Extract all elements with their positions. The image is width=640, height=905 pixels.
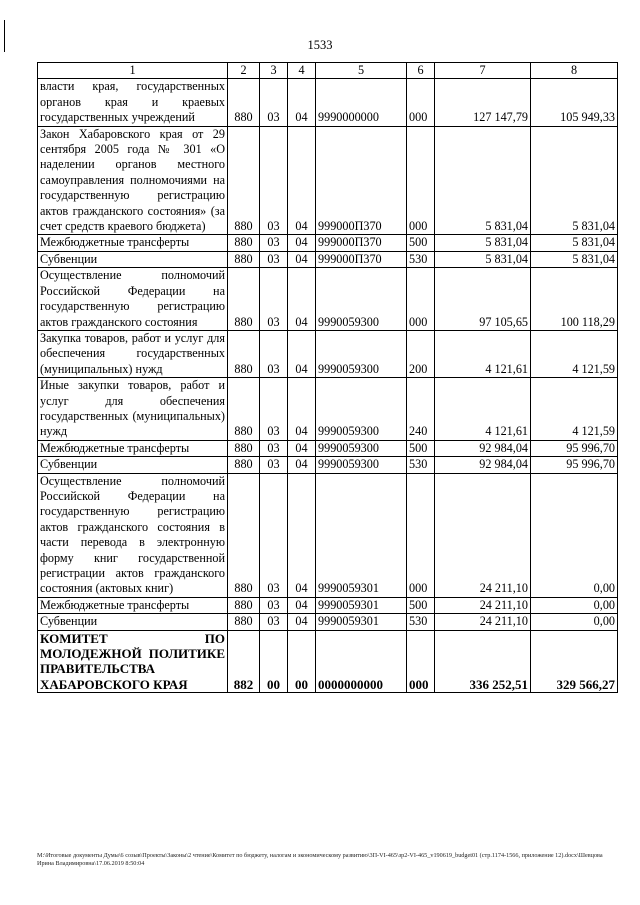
ministry-code-cell: 880: [228, 614, 260, 630]
table-row: [38, 614, 618, 630]
amount-year2-cell: 0,00: [531, 597, 618, 613]
section-code-cell: 03: [260, 79, 288, 126]
target-article-cell: 9990059300: [316, 457, 407, 473]
amount-year1-cell: 24 211,10: [435, 614, 531, 630]
section-code-cell: 03: [260, 473, 288, 597]
table-header-row: [38, 63, 618, 79]
expense-type-cell: 000: [407, 79, 435, 126]
amount-year2-cell: 4 121,59: [531, 330, 618, 377]
subsection-code-cell: 00: [288, 630, 316, 693]
column-header: 6: [407, 63, 435, 79]
amount-year2-cell: 100 118,29: [531, 268, 618, 331]
target-article-cell: 9990059301: [316, 597, 407, 613]
section-code-cell: 00: [260, 630, 288, 693]
table-row: [38, 630, 618, 693]
ministry-code-cell: 880: [228, 126, 260, 235]
target-article-cell: 999000П370: [316, 126, 407, 235]
section-code-cell: 03: [260, 597, 288, 613]
section-code-cell: 03: [260, 268, 288, 331]
section-code-cell: 03: [260, 440, 288, 456]
row-name-cell: Субвенции: [38, 457, 228, 473]
amount-year1-cell: 336 252,51: [435, 630, 531, 693]
column-header: 5: [316, 63, 407, 79]
row-name-cell: Осуществление полномочий Российской Федерации на государственную регистрацию актов гражданского состояния в части перевода в электронную форму книг государственной регистрации актов гражданского состояния (актовых книг): [38, 473, 228, 597]
ministry-code-cell: 880: [228, 251, 260, 267]
amount-year1-cell: 97 105,65: [435, 268, 531, 331]
row-name-cell: Субвенции: [38, 614, 228, 630]
table-row: [38, 126, 618, 235]
ministry-code-cell: 880: [228, 235, 260, 251]
row-name-cell: Межбюджетные трансферты: [38, 235, 228, 251]
ministry-code-cell: 880: [228, 79, 260, 126]
amount-year2-cell: 4 121,59: [531, 378, 618, 441]
subsection-code-cell: 04: [288, 268, 316, 331]
ministry-code-cell: 880: [228, 457, 260, 473]
table-row: [38, 378, 618, 441]
column-header: 7: [435, 63, 531, 79]
table-row: [38, 79, 618, 126]
amount-year1-cell: 4 121,61: [435, 330, 531, 377]
section-code-cell: 03: [260, 378, 288, 441]
expense-type-cell: 500: [407, 235, 435, 251]
target-article-cell: 999000П370: [316, 235, 407, 251]
subsection-code-cell: 04: [288, 235, 316, 251]
subsection-code-cell: 04: [288, 614, 316, 630]
amount-year2-cell: 0,00: [531, 473, 618, 597]
row-name-cell: Субвенции: [38, 251, 228, 267]
subsection-code-cell: 04: [288, 457, 316, 473]
row-name-cell: Межбюджетные трансферты: [38, 597, 228, 613]
amount-year2-cell: 5 831,04: [531, 235, 618, 251]
amount-year1-cell: 24 211,10: [435, 597, 531, 613]
row-name-cell: Иные закупки товаров, работ и услуг для обеспечения государственных (муниципальных) нужд: [38, 378, 228, 441]
table-row: [38, 251, 618, 267]
amount-year2-cell: 329 566,27: [531, 630, 618, 693]
target-article-cell: 0000000000: [316, 630, 407, 693]
table-row: [38, 597, 618, 613]
table-row: [38, 440, 618, 456]
column-header: 1: [38, 63, 228, 79]
amount-year2-cell: 5 831,04: [531, 126, 618, 235]
target-article-cell: 999000П370: [316, 251, 407, 267]
row-name-cell: Закупка товаров, работ и услуг для обеспечения государственных (муниципальных) нужд: [38, 330, 228, 377]
ministry-code-cell: 882: [228, 630, 260, 693]
column-header: 4: [288, 63, 316, 79]
table-row: [38, 268, 618, 331]
amount-year1-cell: 5 831,04: [435, 126, 531, 235]
ministry-code-cell: 880: [228, 268, 260, 331]
expense-type-cell: 000: [407, 473, 435, 597]
expense-type-cell: 530: [407, 457, 435, 473]
ministry-code-cell: 880: [228, 378, 260, 441]
expense-type-cell: 000: [407, 268, 435, 331]
section-code-cell: 03: [260, 126, 288, 235]
amount-year2-cell: 5 831,04: [531, 251, 618, 267]
subsection-code-cell: 04: [288, 126, 316, 235]
amount-year2-cell: 0,00: [531, 614, 618, 630]
row-name-cell: КОМИТЕТ ПО МОЛОДЕЖНОЙ ПОЛИТИКЕ ПРАВИТЕЛЬСТВА ХАБАРОВСКОГО КРАЯ: [38, 630, 228, 693]
target-article-cell: 9990059300: [316, 378, 407, 441]
subsection-code-cell: 04: [288, 251, 316, 267]
amount-year1-cell: 127 147,79: [435, 79, 531, 126]
subsection-code-cell: 04: [288, 378, 316, 441]
ministry-code-cell: 880: [228, 473, 260, 597]
table-row: [38, 457, 618, 473]
column-header: 8: [531, 63, 618, 79]
budget-table: [37, 62, 618, 693]
section-code-cell: 03: [260, 457, 288, 473]
amount-year1-cell: 5 831,04: [435, 251, 531, 267]
subsection-code-cell: 04: [288, 473, 316, 597]
target-article-cell: 9990000000: [316, 79, 407, 126]
subsection-code-cell: 04: [288, 440, 316, 456]
target-article-cell: 9990059301: [316, 473, 407, 597]
column-header: 2: [228, 63, 260, 79]
row-name-cell: власти края, государственных органов края и краевых государственных учреждений: [38, 79, 228, 126]
target-article-cell: 9990059300: [316, 268, 407, 331]
expense-type-cell: 530: [407, 251, 435, 267]
amount-year2-cell: 105 949,33: [531, 79, 618, 126]
amount-year1-cell: 4 121,61: [435, 378, 531, 441]
expense-type-cell: 000: [407, 630, 435, 693]
amount-year1-cell: 92 984,04: [435, 440, 531, 456]
expense-type-cell: 500: [407, 440, 435, 456]
target-article-cell: 9990059300: [316, 330, 407, 377]
row-name-cell: Межбюджетные трансферты: [38, 440, 228, 456]
target-article-cell: 9990059301: [316, 614, 407, 630]
expense-type-cell: 200: [407, 330, 435, 377]
page-number: 1533: [307, 38, 333, 52]
row-name-cell: Осуществление полномочий Российской Федерации на государственную регистрацию актов гражданского состояния: [38, 268, 228, 331]
amount-year1-cell: 5 831,04: [435, 235, 531, 251]
section-code-cell: 03: [260, 614, 288, 630]
ministry-code-cell: 880: [228, 440, 260, 456]
row-name-cell: Закон Хабаровского края от 29 сентября 2005 года № 301 «О наделении органов местного самоуправления полномочиями на государственную регистрацию актов гражданского состояния» (за счет средств краевого бюджета): [38, 126, 228, 235]
subsection-code-cell: 04: [288, 597, 316, 613]
amount-year1-cell: 92 984,04: [435, 457, 531, 473]
document-path-footer: M:\Итоговые документы Думы\6 созыв\Проекты\Законы\2 чтение\Комитет по бюджету, налогам и экономическому развитию\3П-VI-465\зр2-VI-465_v190619_budget01 (стр.1174-1566, приложение 12).docx\Шевцова Ирина Владимировна\17.06.2019 8:50:04: [37, 852, 603, 867]
expense-type-cell: 000: [407, 126, 435, 235]
amount-year2-cell: 95 996,70: [531, 440, 618, 456]
expense-type-cell: 240: [407, 378, 435, 441]
section-code-cell: 03: [260, 235, 288, 251]
section-code-cell: 03: [260, 330, 288, 377]
column-header: 3: [260, 63, 288, 79]
subsection-code-cell: 04: [288, 79, 316, 126]
target-article-cell: 9990059300: [316, 440, 407, 456]
ministry-code-cell: 880: [228, 330, 260, 377]
amount-year2-cell: 95 996,70: [531, 457, 618, 473]
expense-type-cell: 530: [407, 614, 435, 630]
subsection-code-cell: 04: [288, 330, 316, 377]
table-row: [38, 330, 618, 377]
section-code-cell: 03: [260, 251, 288, 267]
amount-year1-cell: 24 211,10: [435, 473, 531, 597]
table-row: [38, 235, 618, 251]
expense-type-cell: 500: [407, 597, 435, 613]
table-row: [38, 473, 618, 597]
ministry-code-cell: 880: [228, 597, 260, 613]
